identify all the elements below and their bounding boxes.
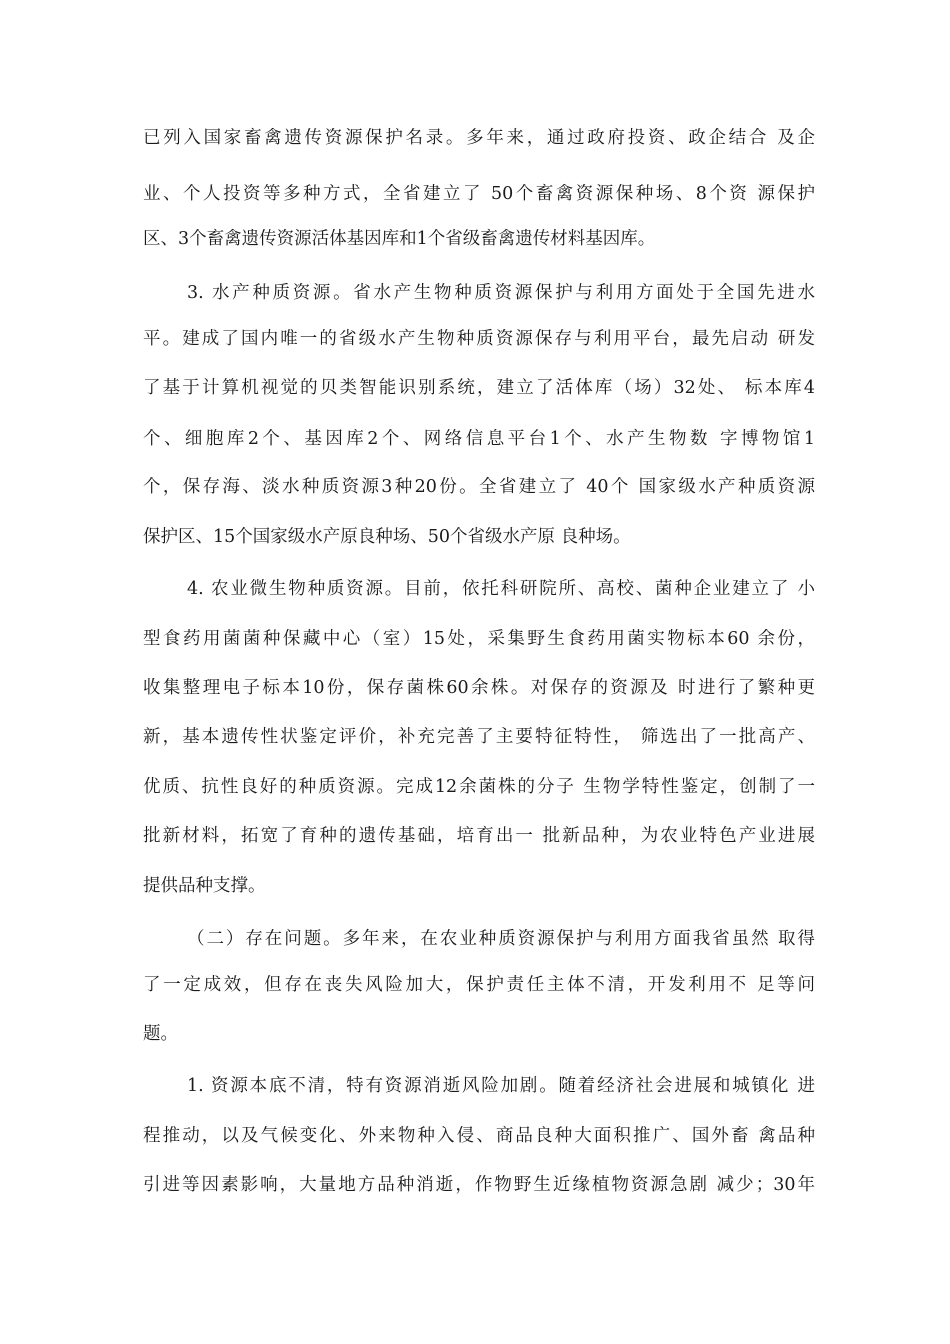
text-line: 新，基本遗传性状鉴定评价，补充完善了主要特征特性， 筛选出了一批高产、 <box>143 727 815 747</box>
text-line: 平。建成了国内唯一的省级水产生物种质资源保存与利用平台，最先启动 研发 <box>143 329 815 349</box>
text-line: （二）存在问题。多年来，在农业种质资源保护与利用方面我省虽然 取得 <box>187 929 815 949</box>
text-line: 业、个人投资等多种方式，全省建立了 50个畜禽资源保种场、8个资 源保护 <box>143 184 815 204</box>
text-line: 1. 资源本底不清，特有资源消逝风险加剧。随着经济社会进展和城镇化 进 <box>187 1076 815 1096</box>
text-line: 引进等因素影响，大量地方品种消逝，作物野生近缘植物资源急剧 减少；30年 <box>143 1175 815 1195</box>
text-line: 4. 农业微生物种质资源。目前，依托科研院所、高校、菌种企业建立了 小 <box>187 579 815 599</box>
text-line: 型食药用菌菌种保藏中心（室）15处，采集野生食药用菌实物标本60 余份， <box>143 629 815 649</box>
text-line: 个，保存海、淡水种质资源3种20份。全省建立了 40个 国家级水产种质资源 <box>143 477 815 497</box>
text-line: 批新材料，拓宽了育种的遗传基础，培育出一 批新品种，为农业特色产业进展 <box>143 826 815 846</box>
text-line: 已列入国家畜禽遗传资源保护名录。多年来，通过政府投资、政企结合 及企 <box>143 128 815 148</box>
text-line: 收集整理电子标本10份，保存菌株60余株。对保存的资源及 时进行了繁种更 <box>143 678 815 698</box>
text-line: 区、3个畜禽遗传资源活体基因库和1个省级畜禽遗传材料基因库。 <box>143 229 656 249</box>
text-line: 程推动，以及气候变化、外来物种入侵、商品良种大面积推广、国外畜 禽品种 <box>143 1126 815 1146</box>
text-line: 个、细胞库2个、基因库2个、网络信息平台1个、水产生物数 字博物馆1 <box>143 429 815 449</box>
text-line: 提供品种支撑。 <box>143 876 266 896</box>
text-line: 优质、抗性良好的种质资源。完成12余菌株的分子 生物学特性鉴定，创制了一 <box>143 777 815 797</box>
text-line: 3. 水产种质资源。省水产生物种质资源保护与利用方面处于全国先进水 <box>187 283 815 303</box>
text-line: 保护区、15个国家级水产原良种场、50个省级水产原 良种场。 <box>143 527 631 547</box>
text-line: 题。 <box>143 1024 178 1044</box>
text-line: 了一定成效，但存在丧失风险加大，保护责任主体不清，开发利用不 足等问 <box>143 975 815 995</box>
text-line: 了基于计算机视觉的贝类智能识别系统，建立了活体库（场）32处、 标本库4 <box>143 378 815 398</box>
